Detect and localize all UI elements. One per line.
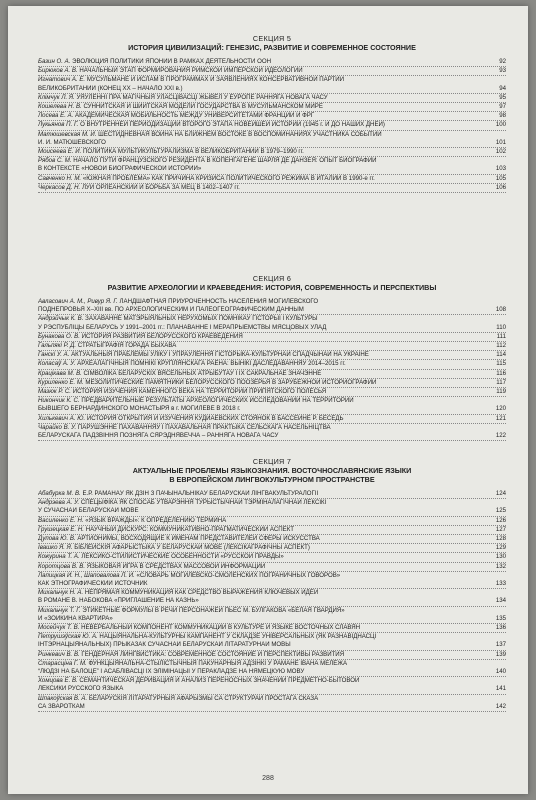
entry-page-number: 134 bbox=[495, 597, 506, 605]
entry-page-number: 120 bbox=[495, 405, 506, 413]
entry-author: Абабурка М. В. bbox=[38, 490, 81, 497]
entry-author: Лукьянов П. Г. bbox=[38, 121, 79, 129]
entry-author: Коротцова В. В. bbox=[38, 562, 86, 570]
entry-author: Мосейчук Т. В. bbox=[38, 624, 80, 632]
entry-author: Петрушэўская Ю. А. bbox=[38, 633, 98, 641]
entry-title: ІНТЭРНАЦЫЯНАЛЬНЫХ) ПРЫКАЗАК СУЧАСНАЙ БЕЛАРУСКАЙ ЛІТАРАТУРНАЙ МОВЫ bbox=[38, 641, 291, 649]
entry-page-number: 117 bbox=[496, 378, 506, 386]
entry-title: И. И. МАТЮШЕВСКОГО bbox=[38, 138, 106, 146]
entry-author: Ринкевич В. В. bbox=[38, 650, 80, 658]
entry-title: Ў СУЧАСНАЙ БЕЛАРУСКАЙ МОВЕ bbox=[38, 507, 139, 515]
entry-title: ЯЗЫКОВАЯ ИГРА В СРЕДСТВАХ МАССОВОЙ ИНФОРМАЦИИ bbox=[86, 562, 266, 570]
entry-author: Михальчук Т. Г. bbox=[38, 606, 81, 614]
entry-title: АКАДЕМИЧЕСКАЯ МОБИЛЬНОСТЬ МЕЖДУ УНИВЕРСИТЕТАМИ ФРАНЦИИ И ФРГ bbox=[75, 112, 315, 120]
entry-title: ЭТИКЕТНЫЕ ФОРМУЛЫ В РЕЧИ ПЕРСОНАЖЕЙ ПЬЕС М. БУЛГАКОВА «БЕЛАЯ ГВАРДИЯ» bbox=[82, 606, 345, 614]
toc-entry[interactable] bbox=[38, 121, 506, 130]
entry-page-number: 140 bbox=[495, 668, 506, 676]
entry-title: ПОЛИТИКА МУЛЬТИКУЛЬТУРАЛИЗМА В ВЕЛИКОБРИТАНИИ В 1979–1990 гг. bbox=[83, 148, 304, 156]
toc-entry[interactable] bbox=[38, 351, 506, 360]
entry-page-number: 130 bbox=[495, 553, 506, 561]
contents-section bbox=[38, 34, 506, 193]
section-number: СЕКЦИЯ 6 bbox=[252, 274, 292, 283]
entry-author: Савченко Н. М. bbox=[38, 174, 82, 182]
section-heading bbox=[38, 34, 506, 52]
entry-page-number: 95 bbox=[499, 93, 506, 101]
entry-title: ПРЕДВАРИТЕЛЬНЫЕ РЕЗУЛЬТАТЫ АРХЕОЛОГИЧЕСКИХ ИССЛЕДОВАНИЙ НА ТЕРРИТОРИИ bbox=[81, 397, 354, 405]
toc-entry[interactable] bbox=[38, 360, 506, 369]
entry-title: НЕВЕРБАЛЬНЫЙ КОМПОНЕНТ КОММУНИКАЦИИ В КУЛЬТУРЕ И ЯЗЫКЕ ВОСТОЧНЫХ СЛАВЯН bbox=[81, 624, 361, 632]
toc-entry[interactable] bbox=[38, 563, 506, 572]
entry-page-number: 116 bbox=[496, 369, 506, 377]
toc-entry[interactable] bbox=[38, 526, 506, 535]
entry-page-number: 102 bbox=[495, 148, 506, 156]
entry-title: ИСТОРИЯ РАЗВИТИЯ БЕЛОРУССКОГО КРАЕВЕДЕНИЯ bbox=[81, 332, 243, 340]
entry-title: СПЕЦЫФІКА ЯК СПОСАБ УТВАРЭННЯ ТУРЫСТЫЧНАЙ ТЭРМІНАЛАГІЧНАЙ ЛЕКСІКІ bbox=[80, 499, 327, 507]
toc-entry[interactable] bbox=[38, 112, 506, 121]
entry-author: Крацікава М. В. bbox=[38, 369, 82, 377]
entry-page-number: 92 bbox=[499, 58, 506, 65]
entry-page-number: 139 bbox=[495, 650, 506, 658]
entry-author: Базин О. А. bbox=[38, 58, 71, 65]
toc-entry[interactable] bbox=[38, 370, 506, 379]
toc-entry[interactable] bbox=[38, 589, 506, 606]
toc-entry[interactable] bbox=[38, 342, 506, 351]
entry-page-number: 106 bbox=[495, 183, 506, 191]
entry-page-number: 127 bbox=[495, 525, 506, 533]
entry-title: НАЦЫЯНАЛЬНА-КУЛЬТУРНЫ КАМПАНЕНТ У СКЛАДЗЕ УНІВЕРСАЛЬНЫХ (ЯК РАЗНАВІДНАСЦІ bbox=[99, 633, 377, 641]
entry-author: Матюшевская М. И. bbox=[38, 130, 97, 138]
toc-entry[interactable] bbox=[38, 379, 506, 388]
entry-page-number: 142 bbox=[495, 702, 506, 710]
entry-title: «СЛОВАРЬ МОГИЛЕВСКО-СМОЛЕНСКИХ ПОГРАНИЧНЫХ ГОВОРОВ» bbox=[136, 571, 341, 579]
entry-page-number: 141 bbox=[495, 685, 506, 693]
entry-title: АРХЕАЛАГІЧНЫЯ ПОМНІКІ КРУПЛЯНСКАГА РАЁНА: ВЫНІКІ ДАСЛЕДАВАННЯЎ 2014–2015 гг. bbox=[77, 360, 346, 368]
entry-page-number: 101 bbox=[495, 138, 506, 146]
toc-entry[interactable] bbox=[38, 298, 506, 315]
entry-author: Старасціна Г. М. bbox=[38, 659, 87, 667]
entry-page-number: 135 bbox=[495, 614, 506, 622]
entry-author: Ганскі У. А. bbox=[38, 351, 70, 359]
entry-author: Дупова Ю. В. bbox=[38, 535, 76, 543]
entry-author: Черкасов Д. Н. bbox=[38, 183, 81, 191]
toc-entry[interactable] bbox=[38, 633, 506, 650]
toc-entry[interactable] bbox=[38, 175, 506, 184]
entry-title: МЕЗОЛИТИЧЕСКИЕ ПАМЯТНИКИ БЕЛОРУССКОГО ПООЗЕРЬЯ В ЗАРУБЕЖНОЙ ИСТОРИОГРАФИИ bbox=[85, 378, 377, 386]
entry-title: ШЕСТИДНЕВНАЯ ВОЙНА НА БЛИЖНЕМ ВОСТОКЕ В ВОСПОМИНАНИЯХ УЧАСТНИКА СОБЫТИЙ bbox=[98, 130, 382, 138]
entry-title: В РОМАНЕ В. НАБОКОВА «ПРИГЛАШЕНИЕ НА КАЗНЬ» bbox=[38, 597, 199, 605]
entry-author: Лосева Е. А. bbox=[38, 112, 74, 120]
entry-title: СІМВОЛІКА БЕЛАРУСКІХ ВЯСЕЛЬНЫХ АТРЫБУТАЎ І ІХ САКРАЛЬНАЕ ЗНАЧЭННЕ bbox=[83, 369, 322, 377]
entry-title: ПОДНЕПРОВЬЯ X–XIII вв. ПО АРХЕОЛОГИЧЕСКИМ И ПАЛЕОГЕОГРАФИЧЕСКИМ ДАННЫМ bbox=[38, 306, 304, 314]
entry-author: Никончик К. С. bbox=[38, 397, 80, 405]
toc-entry[interactable] bbox=[38, 333, 506, 342]
toc-entry[interactable] bbox=[38, 544, 506, 553]
section-title: ИСТОРИЯ ЦИВИЛИЗАЦИЙ: ГЕНЕЗИС, РАЗВИТИЕ И СОВРЕМЕННОЕ СОСТОЯНИЕ bbox=[128, 43, 416, 52]
entry-page-number: 124 bbox=[495, 490, 506, 497]
entry-title: КАК ЭТНОГРАФИЧЕСКИЙ ИСТОЧНИК bbox=[38, 580, 148, 588]
toc-entry[interactable] bbox=[38, 315, 506, 332]
entry-author: Хомцова Е. В. bbox=[38, 677, 78, 685]
toc-entry[interactable] bbox=[38, 572, 506, 589]
entry-author: Бирюков А. В. bbox=[38, 67, 78, 75]
section-number: СЕКЦИЯ 5 bbox=[252, 34, 292, 43]
toc-entry[interactable] bbox=[38, 424, 506, 441]
toc-entry[interactable] bbox=[38, 67, 506, 76]
entry-title: АРТИОНИМЫ, ВОСХОДЯЩИЕ К ИМЕНАМ ПРЕДСТАВИТЕЛЕЙ СФЕРЫ ИСКУССТВА bbox=[77, 535, 320, 543]
entry-page-number: 119 bbox=[496, 388, 506, 396]
entry-title: БЕЛАРУСКАГА ПАДЗВІННЯ ПОЗНЯГА СЯРЭДНЯВЕЧЧА – РАННЯГА НОВАГА ЧАСУ bbox=[38, 432, 279, 440]
entry-author: Хилькевич А. Ю. bbox=[38, 414, 86, 422]
entry-page-number: 108 bbox=[495, 306, 506, 314]
contents-section bbox=[38, 457, 506, 712]
entry-title: НЕПРЯМАЯ КОММУНИКАЦИЯ КАК СРЕДСТВО ВЫРАЖЕНИЯ КЛЮЧЕВЫХ ИДЕЙ bbox=[84, 589, 319, 597]
entry-title: ВЕЛИКОБРИТАНИИ (КОНЕЦ XX – НАЧАЛО XXI в.) bbox=[38, 84, 183, 92]
page-number: 288 bbox=[262, 775, 274, 782]
entry-page-number: 98 bbox=[499, 112, 506, 120]
entry-author: Клімчук Л. Я. bbox=[38, 93, 75, 101]
entry-page-number: 105 bbox=[495, 174, 506, 182]
toc-entry[interactable] bbox=[38, 695, 506, 712]
entry-page-number: 137 bbox=[495, 641, 506, 649]
entry-author: Бунакова О. В. bbox=[38, 332, 80, 340]
entry-title: «ЮЖНАЯ ПРОБЛЕМА» КАК ПРИЧИНА КРИЗИСА ПОЛИТИЧЕСКОГО РЕЖИМА В ИТАЛИИ В 1990-е гг. bbox=[82, 174, 375, 182]
entry-title: АКТУАЛЬНЫЯ ПРАБЛЕМЫ УЛІКУ І УПРАЎЛЕННЯ ГІСТОРЫКА-КУЛЬТУРНАЙ СПАДЧЫНАЙ НА УКРАІНЕ bbox=[71, 351, 369, 359]
entry-title: СА ЗВАРОТКАМ bbox=[38, 702, 85, 710]
entry-title: ГЕНДЕРНАЯ ЛИНГВИСТИКА: СОВРЕМЕННОЕ СОСТОЯНИЕ И ПЕРСПЕКТИВЫ РАЗВИТИЯ bbox=[81, 650, 345, 658]
entry-author: Моисеева Е. И. bbox=[38, 148, 82, 156]
entry-author: Шпакоўская В. А. bbox=[38, 694, 88, 702]
entry-author: Кожурина Т. А. bbox=[38, 553, 80, 561]
entry-author: Кошелева Н. В. bbox=[38, 103, 82, 111]
section-title: АКТУАЛЬНЫЕ ПРОБЛЕМЫ ЯЗЫКОЗНАНИЯ. ВОСТОЧНОСЛАВЯНСКИЕ ЯЗЫКИ bbox=[132, 466, 412, 475]
toc-entry[interactable] bbox=[38, 624, 506, 633]
entry-title: СУННИТСКАЯ И ШИИТСКАЯ МОДЕЛИ ГОСУДАРСТВА В МУСУЛЬМАНСКОМ МИРЕ bbox=[83, 103, 323, 111]
entry-author: Івашко Я. Я. bbox=[38, 544, 73, 552]
entry-page-number: 93 bbox=[499, 67, 506, 75]
toc-entry[interactable] bbox=[38, 607, 506, 624]
entry-title: СТРАТЫГРАФІЯ ГОРАДА БЫХАВА bbox=[77, 342, 177, 350]
entry-page-number: 133 bbox=[495, 580, 506, 588]
toc-entry[interactable] bbox=[38, 499, 506, 516]
toc-entry[interactable] bbox=[38, 184, 506, 193]
entry-page-number: 136 bbox=[495, 624, 506, 632]
entry-author: Лапицкая И. Н., Шаповалова Л. И. bbox=[38, 571, 135, 579]
entry-page-number: 100 bbox=[495, 121, 506, 129]
entry-page-number: 128 bbox=[495, 535, 506, 543]
entry-page-number: 126 bbox=[495, 516, 506, 524]
entry-title: ИСТОРИЯ ИЗУЧЕНИЯ КАМЕННОГО ВЕКА НА ТЕРРИТОРИИ ПРИПЯТСКОГО ПОЛЕСЬЯ bbox=[72, 388, 327, 396]
entry-title: «ЯЗЫК ВРАЖДЫ»: К ОПРЕДЕЛЕНИЮ ТЕРМИНА bbox=[85, 516, 227, 524]
entry-title: БЕЛАРУСКІЯ ЛІТАРАТУРНЫЯ АФАРЫЗМЫ СА СТРУКТУРАЙ ПРОСТАГА СКАЗА bbox=[88, 694, 319, 702]
toc-entry[interactable] bbox=[38, 553, 506, 562]
toc-entry[interactable] bbox=[38, 415, 506, 424]
entry-page-number: 115 bbox=[496, 360, 506, 368]
entry-page-number: 132 bbox=[495, 562, 506, 570]
entry-title: И «ЗОЙКИНА КВАРТИРА» bbox=[38, 614, 113, 622]
entry-page-number: 112 bbox=[496, 342, 506, 350]
entry-title: В КОНТЕКСТЕ «НОВОЙ БИОГРАФИЧЕСКОЙ ИСТОРИИ» bbox=[38, 165, 202, 173]
entry-author: Мазюк Р. С. bbox=[38, 388, 71, 396]
entry-author: Игнатович А. Е. bbox=[38, 76, 86, 84]
section-title: РАЗВИТИЕ АРХЕОЛОГИИ И КРАЕВЕДЕНИЯ: ИСТОРИЯ, СОВРЕМЕННОСТЬ И ПЕРСПЕКТИВЫ bbox=[107, 283, 437, 292]
entry-author: Грушецкая Е. Н. bbox=[38, 525, 84, 533]
toc-entry[interactable] bbox=[38, 131, 506, 148]
entry-page-number: 97 bbox=[499, 103, 506, 111]
entry-title: НАЧАЛО ПУТИ ФРАНЦУЗСКОГО РЕЗИДЕНТА В КОПЕНГАГЕНЕ ШАРЛЯ ДЕ ДАНЗЕЯ: ОПЫТ БИОГРАФИИ bbox=[73, 157, 377, 165]
entry-page-number: 129 bbox=[495, 544, 506, 552]
toc-entry[interactable] bbox=[38, 76, 506, 93]
toc-entry[interactable] bbox=[38, 58, 506, 67]
entry-title: БЫВШЕГО БЕРНАРДИНСКОГО МОНАСТЫРЯ в г. МОГИЛЕВЕ В 2018 г. bbox=[38, 405, 241, 413]
toc-entry[interactable] bbox=[38, 148, 506, 157]
entry-title: ЛЕКСИКО-СТИЛИСТИЧЕСКИЕ ОСОБЕННОСТИ «РУССКОЙ ПРАВДЫ» bbox=[81, 553, 284, 561]
entry-author: Авласович А. М., Ривур Я. Г. bbox=[38, 298, 118, 305]
entry-title: МУСУЛЬМАНЕ И ИСЛАМ В ПРОГРАММАХ И ЗАЯВЛЕНИЯХ КОНСЕРВАТИВНОЙ ПАРТИИ bbox=[86, 76, 345, 84]
toc-entry[interactable] bbox=[38, 517, 506, 526]
entry-page-number: 121 bbox=[495, 414, 506, 422]
entry-page-number: 125 bbox=[495, 507, 506, 515]
entry-title: ЭВОЛЮЦИЯ ПОЛИТИКИ ЯПОНИИ В РАМКАХ ДЕЯТЕЛЬНОСТИ ООН bbox=[72, 58, 271, 65]
entry-title: НАЧАЛЬНЫЙ ЭТАП ФОРМИРОВАНИЯ РИМСКОЙ ИМПЕРСКОЙ ИДЕОЛОГИИ bbox=[79, 67, 303, 75]
toc-entry[interactable] bbox=[38, 651, 506, 660]
entry-author: Михальчук Н. А. bbox=[38, 589, 84, 597]
toc-entry[interactable] bbox=[38, 94, 506, 103]
document-page bbox=[8, 6, 528, 794]
entry-title: БІБЛЕЙСКІЯ АФАРЫСТЫКА Ў БЕЛАРУСКАЙ МОВЕ (ЛЕКСІКАГРАФІЧНЫ АСПЕКТ) bbox=[74, 544, 310, 552]
toc-entry[interactable] bbox=[38, 397, 506, 414]
entry-title: О ВНУТРЕННЕЙ ПЕРИОДИЗАЦИИ ВТОРОГО ЭТАПА НОВЕЙШЕЙ ИСТОРИИ (1945 г. И ДО НАШИХ ДНЕЙ) bbox=[80, 121, 385, 129]
toc-entry[interactable] bbox=[38, 103, 506, 112]
entry-author: Коласаў А. У. bbox=[38, 360, 76, 368]
toc-entry[interactable] bbox=[38, 388, 506, 397]
section-number: СЕКЦИЯ 7 bbox=[252, 457, 292, 466]
entry-title: У РЭСПУБЛІЦЫ БЕЛАРУСЬ У 1991–2001 гг.: ПЛАНАВАННЕ І МЕРАПРЫЕМСТВЫ МЯСЦОВЫХ УЛАД bbox=[38, 323, 327, 331]
entry-title: “ЛЮДЗІ НА БАЛОЦЕ” І АСАБЛІВАСЦІ ІХ ЭЛІМІНАЦЫІ Ў ПЕРАКЛАДЗЕ НА НЯМЕЦКУЮ МОВУ bbox=[38, 668, 305, 676]
section-heading bbox=[38, 457, 506, 484]
entry-title: ИСТОРИЯ ОТКРЫТИЯ И ИЗУЧЕНИЯ КУДИАЕВСКИХ СТОЯНОК В БАССЕЙНЕ Р. БЕСЕДЬ bbox=[86, 414, 344, 422]
entry-author: Гальпякі Р. Д. bbox=[38, 342, 77, 350]
entry-title: ЗАХАВАННЕ МАТЭРЫЯЛЬНЫХ НЕРУХОМЫХ ПОМНІКАЎ ГІСТОРЫІ І КУЛЬТУРЫ bbox=[85, 315, 318, 323]
entry-page-number: 94 bbox=[499, 84, 506, 92]
entry-author: Андрэйчык К. В. bbox=[38, 315, 84, 323]
entry-author: Андрэева А. У. bbox=[38, 499, 80, 507]
toc-entry[interactable] bbox=[38, 535, 506, 544]
entry-page-number: 110 bbox=[496, 323, 506, 331]
entry-title: ЛУИ ОРЛЕАНСКИЙ И БОРЬБА ЗА МЕЦ В 1402–1407 гг. bbox=[81, 183, 240, 191]
contents-section bbox=[38, 274, 506, 441]
toc-entry[interactable] bbox=[38, 157, 506, 174]
entry-page-number: 122 bbox=[495, 432, 506, 440]
toc-entry[interactable] bbox=[38, 660, 506, 677]
entry-title: УЯЎЛЕННІ ПРА МАГІЧНЫЯ ЎЛАСЦІВАСЦІ ЖЫВЁЛ У ЕЎРОПЕ РАННЯГА НОВАГА ЧАСУ bbox=[76, 93, 328, 101]
entry-author: Чарайко В. У. bbox=[38, 423, 77, 431]
entry-author: Рябов С. М. bbox=[38, 157, 72, 165]
entry-title: Е.Р. РАМАНАЎ ЯК ДЗІН З ПАЧЫНАЛЬНІКАЎ БЕЛАРУСКАЙ ЛІНГВАКУЛЬТУРАЛОГІІ bbox=[82, 490, 319, 497]
entry-title: НАУЧНЫЙ ДИСКУРС: КОММУНИКАТИВНО-ПРАГМАТИЧЕСКИЙ АСПЕКТ bbox=[85, 525, 294, 533]
entry-author: Василенко Е. Н. bbox=[38, 516, 84, 524]
entry-title: ПАРУШЭННЕ ПАХАВАННЯЎ І ПАХАВАЛЬНАЯ ПРАКТЫКА СЕЛЬСКАГА НАСЕЛЬНІЦТВА bbox=[77, 423, 331, 431]
entry-page-number: 111 bbox=[496, 332, 506, 340]
entry-title: ЛЕКСИКИ РУССКОГО ЯЗЫКА bbox=[38, 685, 124, 693]
entry-author: Куриленко Е. М. bbox=[38, 378, 84, 386]
entry-title: ФУНКЦЫЯНАЛЬНА-СТЫЛІСТЫЧНЫЯ ПАКУНАРНЫЯ АДЗІНКІ Ў РАМАНЕ ІВАНА МЕЛЕЖА bbox=[88, 659, 348, 667]
section-heading bbox=[38, 274, 506, 292]
entry-title: ЛАНДШАФТНАЯ ПРИУРОЧЕННОСТЬ НАСЕЛЕНИЯ МОГИЛЕВСКОГО bbox=[119, 298, 319, 305]
toc-entry[interactable] bbox=[38, 490, 506, 499]
section-title: В ЕВРОПЕЙСКОМ ЛИНГВОКУЛЬТУРНОМ ПРОСТРАНСТВЕ bbox=[169, 475, 375, 484]
entry-title: СЕМАНТИЧЕСКАЯ ДЕРИВАЦИЯ И АНАЛИЗ ПЕРЕНОСНЫХ ЗНАЧЕНИЙ ПРЕДМЕТНО-БЫТОВОЙ bbox=[79, 677, 360, 685]
entry-page-number: 103 bbox=[495, 165, 506, 173]
entry-page-number: 114 bbox=[496, 351, 506, 359]
toc-entry[interactable] bbox=[38, 677, 506, 694]
